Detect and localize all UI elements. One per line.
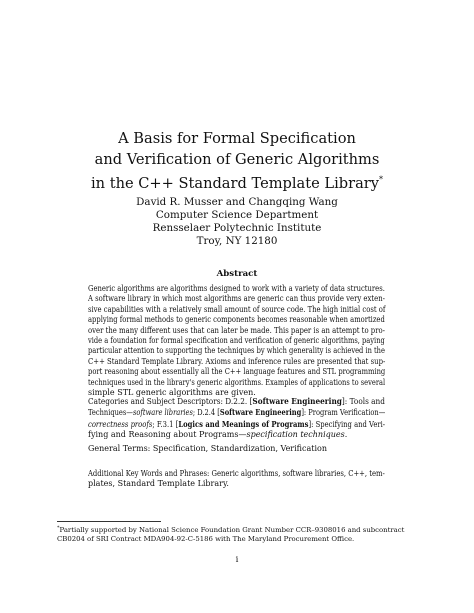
abstract-line: applying formal methods to generic components becomes reasonable when amortized (88, 315, 385, 325)
abstract-text (88, 284, 385, 398)
abstract-line: over the many different uses that can later be made. This paper is an attempt to pro- (88, 325, 385, 335)
keywords (88, 469, 385, 490)
footnote-text: Partially supported by National Science Foundation Grant Number CCR–9308016 and subcontract (59, 526, 405, 534)
keywords-line: plates, Standard Template Library. (88, 479, 229, 489)
abstract-line: simple STL generic algorithms are given. (88, 388, 256, 398)
descriptor-line (88, 430, 385, 440)
title-footnote-mark: * (379, 175, 383, 184)
descriptor-text: ; D.2.4 [ (192, 408, 220, 418)
title-line-2: and Verification of Generic Algorithms (94, 150, 380, 168)
author-institution: Rensselaer Polytechnic Institute (152, 222, 322, 234)
descriptor-line (88, 407, 386, 418)
descriptor-line (88, 396, 385, 407)
footnote-line (57, 524, 417, 535)
general-terms-line: General Terms: Specification, Standardization, Verification (88, 444, 328, 453)
footnote-mark: * (57, 525, 60, 531)
descriptor-text: Categories and Subject Descriptors: D.2.2. [ (88, 397, 253, 406)
descriptor-category: Software Engineering (252, 396, 342, 406)
descriptor-text: ]: Tools and (341, 397, 385, 406)
abstract-line: vide a foundation for formal specification and verification of generic algorithms, paying (88, 336, 385, 346)
descriptor-text: . (344, 430, 348, 440)
author-department: Computer Science Department (155, 209, 319, 221)
page-number: i (235, 555, 239, 565)
abstract-line: Generic algorithms are algorithms designed to work with a variety of data structures. (88, 284, 385, 293)
author-names: David R. Musser and Changqing Wang (136, 196, 338, 208)
descriptor-term: software libraries (132, 408, 193, 418)
descriptor-category: Software Engineering (219, 407, 302, 418)
abstract-heading: Abstract (216, 269, 258, 279)
descriptor-text: ]: Program Verification— (301, 408, 386, 418)
footnote (57, 524, 417, 544)
descriptor-text: ]: Specifying and Veri- (308, 419, 386, 429)
title-line-3 (0, 170, 474, 195)
abstract-line: particular attention to supporting the techniques by which generality is achieved in the (88, 346, 385, 356)
descriptor-term: specification techniques (246, 430, 345, 440)
general-terms (88, 444, 385, 454)
abstract-line: sive capabilities with a relatively small amount of source code. The high initial cost of (88, 304, 386, 314)
footnote-line: CB0204 of SRI Contract MDA904-92-C-5186 with The Maryland Procurement Office. (57, 535, 355, 543)
descriptor-text: ; F.3.1 [ (152, 419, 179, 429)
abstract-line: techniques used in the library's generic algorithms. Examples of applications to several (88, 377, 386, 387)
paper-title (0, 129, 474, 195)
author-block (0, 196, 474, 248)
subject-descriptors (88, 396, 385, 441)
keywords-line: Additional Key Words and Phrases: Generic algorithms, software libraries, C++, tem- (88, 469, 385, 478)
abstract-line: port reasoning about essentially all the C++ language features and STL programming (88, 367, 386, 377)
footnote-rule (57, 521, 161, 522)
descriptor-line (88, 418, 386, 430)
descriptor-text: fying and Reasoning about Programs— (88, 430, 247, 440)
title-line-3-text: in the C++ Standard Template Library (91, 175, 379, 192)
descriptor-category: Logics and Meanings of Programs (178, 418, 309, 429)
title-line-1: A Basis for Formal Specification (118, 130, 356, 147)
author-location: Troy, NY 12180 (196, 235, 278, 247)
descriptor-term: correctness proofs (88, 419, 153, 429)
abstract-line: C++ Standard Template Library. Axioms and inference rules are presented that sup- (88, 356, 386, 366)
abstract-line: A software library in which most algorithms are generic can thus provide very exten- (88, 294, 385, 304)
descriptor-text: Techniques— (88, 408, 133, 418)
